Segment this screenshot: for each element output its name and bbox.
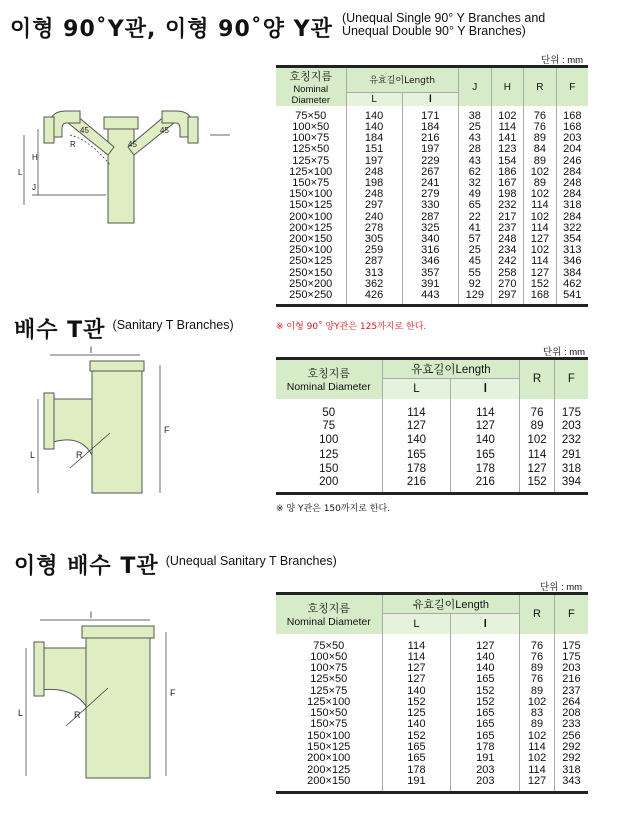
table-cell: 102 [524, 245, 557, 256]
table-cell: 25 [458, 245, 491, 256]
table-cell: 123 [491, 144, 524, 155]
t-table-header-name [276, 359, 382, 399]
t-table-header-name-ko: 호칭지름 [307, 367, 350, 381]
table-row [276, 477, 588, 493]
ut-diagram-label-r: R [74, 710, 81, 720]
section2-note: ※ 양 Y관은 150까지로 한다. [276, 504, 391, 514]
table-cell: 76 [520, 399, 555, 420]
table-cell: 165 [451, 731, 520, 742]
table-cell: 62 [458, 167, 491, 178]
table-cell: 443 [402, 290, 458, 306]
table-cell: 114 [382, 652, 451, 663]
table-cell: 284 [556, 212, 588, 223]
y-table-header-name [276, 67, 346, 107]
table-cell: 114 [520, 764, 555, 775]
table-row [276, 719, 588, 730]
table-cell: 114 [382, 634, 451, 652]
table-row [276, 144, 588, 155]
table-cell: 150×75 [292, 177, 330, 190]
table-cell: 200×100 [307, 752, 351, 765]
table-cell: 89 [524, 133, 557, 144]
ut-diagram-label-f: F [170, 688, 176, 698]
table-row [276, 634, 588, 652]
table-cell: 343 [554, 776, 588, 793]
table-cell: 65 [458, 200, 491, 211]
table-cell: 114 [524, 200, 557, 211]
table-cell: 165 [451, 719, 520, 730]
table-cell: 140 [346, 106, 402, 122]
table-cell: 102 [520, 434, 555, 449]
table-cell: 175 [554, 634, 588, 652]
y-diagram-label-l: L [18, 168, 23, 177]
table-cell: 127 [520, 776, 555, 793]
y-table-header-f: F [556, 67, 588, 107]
table-cell: 394 [554, 477, 588, 493]
table-cell: 150×125 [307, 741, 351, 754]
table-cell: 125 [382, 708, 451, 719]
table-cell: 541 [556, 290, 588, 306]
y-branch-diagram [10, 95, 250, 225]
table-cell: 318 [554, 463, 588, 478]
table-cell: 248 [346, 167, 402, 178]
table-cell: 346 [556, 256, 588, 267]
table-cell: 292 [554, 742, 588, 753]
table-cell: 330 [402, 200, 458, 211]
table-cell: 232 [491, 200, 524, 211]
table-cell: 150×125 [289, 199, 333, 212]
section1-unit: 단위 : mm [541, 55, 584, 66]
t-diagram-label-f: F [164, 425, 170, 435]
table-cell: 114 [382, 399, 451, 420]
table-cell: 279 [402, 189, 458, 200]
table-cell: 89 [520, 719, 555, 730]
y-table-header-j: J [458, 67, 491, 107]
table-cell: 248 [556, 178, 588, 189]
table-cell: 114 [451, 399, 520, 420]
table-row [276, 256, 588, 267]
table-cell: 178 [451, 463, 520, 478]
table-cell: 200×125 [307, 763, 351, 776]
table-cell: 102 [524, 167, 557, 178]
table-row [276, 674, 588, 685]
table-cell: 184 [402, 122, 458, 133]
section2-unit: 단위 : mm [543, 347, 586, 358]
table-cell: 191 [451, 753, 520, 764]
table-cell: 150×100 [307, 729, 351, 742]
table-cell: 259 [346, 245, 402, 256]
table-row [276, 463, 588, 478]
table-cell: 284 [556, 167, 588, 178]
table-row [276, 685, 588, 696]
table-cell: 152 [520, 477, 555, 493]
table-cell: 100×50 [292, 121, 330, 134]
table-cell: 167 [491, 178, 524, 189]
table-row [276, 399, 588, 420]
table-cell: 234 [491, 245, 524, 256]
table-cell: 250×150 [289, 266, 333, 279]
table-cell: 292 [554, 753, 588, 764]
table-cell: 297 [346, 200, 402, 211]
section1-title-en-line1: (Unequal Single 90° Y Branches and [341, 11, 546, 25]
ut-diagram-label-lower-l: l [90, 610, 92, 620]
y-diagram-label-r: R [70, 140, 76, 149]
table-row [276, 267, 588, 278]
table-cell: 426 [346, 290, 402, 306]
table-cell: 197 [346, 156, 402, 167]
table-cell: 165 [382, 753, 451, 764]
table-cell: 152 [524, 279, 557, 290]
table-cell: 165 [382, 742, 451, 753]
table-cell: 178 [382, 463, 451, 478]
ut-table-header-r: R [520, 594, 555, 634]
table-cell: 114 [520, 742, 555, 753]
sanitary-t-diagram [10, 343, 190, 498]
table-cell: 152 [382, 697, 451, 708]
table-cell: 216 [382, 477, 451, 493]
section3-title [14, 549, 337, 580]
table-cell: 49 [458, 189, 491, 200]
y-table-header-length: 유효길이Length [346, 67, 458, 93]
table-cell: 100 [319, 434, 339, 446]
table-cell: 140 [382, 685, 451, 696]
table-cell: 198 [491, 189, 524, 200]
table-cell: 76 [520, 652, 555, 663]
table-cell: 270 [491, 279, 524, 290]
table-cell: 140 [451, 434, 520, 449]
table-row [276, 776, 588, 793]
section2-title-ko: 배수 T관 [14, 318, 106, 343]
y-diagram-angle3: 45 [160, 126, 169, 135]
table-cell: 127 [451, 634, 520, 652]
table-cell: 92 [458, 279, 491, 290]
section3-title-ko: 이형 배수 T관 [14, 554, 159, 579]
table-cell: 125×50 [292, 143, 330, 156]
t-table-header-l-upper: L [382, 379, 451, 399]
table-cell: 325 [402, 223, 458, 234]
y-table-header-l-upper: L [346, 92, 402, 106]
table-cell: 129 [458, 290, 491, 306]
section3-unit: 단위 : mm [540, 582, 583, 593]
table-cell: 200×150 [276, 776, 382, 793]
y-diagram-label-h: H [32, 153, 38, 162]
table-cell: 84 [524, 144, 557, 155]
y-table-header-r: R [524, 67, 557, 107]
table-cell: 102 [520, 753, 555, 764]
table-cell: 127 [520, 463, 555, 478]
unequal-sanitary-t-diagram [10, 606, 190, 781]
table-cell: 150×100 [289, 188, 333, 201]
table-cell: 150 [319, 463, 339, 475]
t-table-header-r: R [520, 359, 555, 399]
table-row [276, 290, 588, 306]
table-row [276, 448, 588, 463]
table-cell: 75 [322, 419, 336, 432]
table-cell: 264 [554, 697, 588, 708]
table-cell: 391 [402, 279, 458, 290]
table-cell: 203 [556, 133, 588, 144]
table-cell: 127 [524, 234, 557, 245]
table-cell: 237 [554, 685, 588, 696]
ut-table-header-length: 유효길이Length [382, 594, 520, 614]
table-cell: 240 [346, 212, 402, 223]
table-cell: 354 [556, 234, 588, 245]
ut-table-header-name-en: Nominal Diameter [286, 616, 371, 629]
table-cell: 168 [556, 106, 588, 122]
table-cell: 57 [458, 234, 491, 245]
table-cell: 125×50 [310, 673, 348, 686]
table-cell: 216 [451, 477, 520, 493]
table-cell: 258 [491, 267, 524, 278]
y-table-header-name-en: Nominal Diameter [291, 84, 331, 106]
table-cell: 152 [451, 697, 520, 708]
table-cell: 150×75 [310, 718, 348, 731]
table-cell: 233 [554, 719, 588, 730]
table-cell: 89 [520, 419, 555, 434]
table-cell: 75×50 [295, 110, 327, 122]
table-cell: 250×250 [276, 290, 346, 306]
table-cell: 357 [402, 267, 458, 278]
table-cell: 22 [458, 212, 491, 223]
table-cell: 313 [346, 267, 402, 278]
table-cell: 203 [451, 764, 520, 775]
table-cell: 217 [491, 212, 524, 223]
table-cell: 140 [451, 652, 520, 663]
table-cell: 250×125 [289, 255, 333, 268]
y-diagram-label-j: J [32, 183, 36, 192]
table-cell: 125×100 [289, 165, 333, 178]
table-cell: 43 [458, 133, 491, 144]
t-table-body [276, 399, 588, 494]
table-cell: 76 [520, 674, 555, 685]
sanitary-t-table [276, 357, 588, 495]
ut-table-header-f: F [554, 594, 588, 634]
table-cell: 203 [554, 663, 588, 674]
table-cell: 362 [346, 279, 402, 290]
table-cell: 384 [556, 267, 588, 278]
table-cell: 102 [520, 697, 555, 708]
table-cell: 313 [556, 245, 588, 256]
t-table-header-l-lower: l [451, 379, 520, 399]
table-cell: 140 [382, 719, 451, 730]
table-cell: 102 [520, 731, 555, 742]
ut-table-header-name [276, 594, 382, 634]
table-cell: 287 [346, 256, 402, 267]
table-cell: 43 [458, 156, 491, 167]
t-diagram-label-lower-l: l [90, 345, 92, 355]
table-cell: 50 [322, 406, 336, 419]
table-cell: 256 [554, 731, 588, 742]
table-cell: 89 [524, 156, 557, 167]
ut-table-header-l-upper: L [382, 614, 451, 634]
section1-title-en-line2: Unequal Double 90° Y Branches) [341, 24, 526, 38]
table-cell: 76 [520, 634, 555, 652]
table-row [276, 212, 588, 223]
section3-title-en: (Unequal Sanitary T Branches) [165, 554, 337, 568]
table-cell: 141 [491, 133, 524, 144]
table-cell: 114 [520, 448, 555, 463]
table-cell: 168 [556, 122, 588, 133]
section2-title [14, 313, 234, 344]
table-cell: 278 [346, 223, 402, 234]
table-cell: 178 [451, 742, 520, 753]
table-cell: 127 [382, 674, 451, 685]
table-cell: 125×100 [307, 695, 351, 708]
table-cell: 154 [491, 156, 524, 167]
table-cell: 200 [276, 477, 382, 493]
table-cell: 125×75 [292, 154, 330, 167]
table-cell: 175 [554, 399, 588, 420]
table-cell: 267 [402, 167, 458, 178]
table-cell: 203 [554, 419, 588, 434]
ut-table-header-l-lower: l [451, 614, 520, 634]
table-cell: 197 [402, 144, 458, 155]
table-cell: 200×100 [289, 210, 333, 223]
table-cell: 32 [458, 178, 491, 189]
table-row [276, 434, 588, 449]
table-cell: 89 [520, 663, 555, 674]
table-cell: 100×75 [292, 132, 330, 145]
section2-title-en: (Sanitary T Branches) [112, 318, 234, 332]
table-cell: 89 [524, 178, 557, 189]
table-cell: 287 [402, 212, 458, 223]
table-cell: 346 [402, 256, 458, 267]
ut-table-header-name-ko: 호칭지름 [307, 602, 350, 616]
unequal-sanitary-t-table [276, 592, 588, 794]
t-table-header-name-en: Nominal Diameter [286, 381, 371, 394]
table-cell: 175 [554, 652, 588, 663]
section1-title-en [342, 12, 545, 38]
table-cell: 216 [554, 674, 588, 685]
table-cell: 305 [346, 234, 402, 245]
table-cell: 318 [556, 200, 588, 211]
table-cell: 462 [556, 279, 588, 290]
table-row [276, 753, 588, 764]
table-cell: 165 [451, 448, 520, 463]
table-cell: 200×125 [289, 221, 333, 234]
table-cell: 150×50 [310, 707, 348, 720]
table-cell: 248 [346, 189, 402, 200]
table-cell: 186 [491, 167, 524, 178]
table-cell: 322 [556, 223, 588, 234]
table-cell: 165 [382, 448, 451, 463]
table-cell: 76 [524, 106, 557, 122]
y-branch-table [276, 65, 588, 307]
y-table-header-name-ko: 호칭지름 [289, 70, 332, 83]
y-diagram-angle2: 45 [128, 140, 137, 149]
table-cell: 241 [402, 178, 458, 189]
table-cell: 102 [491, 106, 524, 122]
table-cell: 152 [382, 731, 451, 742]
table-cell: 45 [458, 256, 491, 267]
table-cell: 248 [491, 234, 524, 245]
table-cell: 140 [346, 122, 402, 133]
table-row [276, 106, 588, 122]
ut-table-body [276, 634, 588, 793]
table-cell: 232 [554, 434, 588, 449]
table-cell: 140 [382, 434, 451, 449]
table-cell: 171 [402, 106, 458, 122]
table-cell: 297 [491, 290, 524, 306]
table-cell: 250×100 [289, 244, 333, 257]
table-cell: 100×50 [310, 650, 348, 663]
y-table-header-h: H [491, 67, 524, 107]
table-cell: 38 [458, 106, 491, 122]
table-cell: 178 [382, 764, 451, 775]
table-cell: 165 [451, 708, 520, 719]
table-cell: 204 [556, 144, 588, 155]
y-table-header-l-lower: l [402, 92, 458, 106]
ut-diagram-label-l: L [18, 708, 24, 718]
table-cell: 208 [554, 708, 588, 719]
table-cell: 216 [402, 133, 458, 144]
table-cell: 291 [554, 448, 588, 463]
table-cell: 114 [524, 256, 557, 267]
y-diagram-angle1: 45 [80, 126, 89, 135]
t-table-header-length: 유효길이Length [382, 359, 520, 379]
table-cell: 151 [346, 144, 402, 155]
table-cell: 25 [458, 122, 491, 133]
table-cell: 127 [382, 419, 451, 434]
table-cell: 55 [458, 267, 491, 278]
table-cell: 83 [520, 708, 555, 719]
table-cell: 114 [491, 122, 524, 133]
section2-note-red: ※ 이형 90˚ 양Y관은 125까지로 한다. [276, 322, 427, 332]
table-cell: 246 [556, 156, 588, 167]
t-diagram-label-r: R [76, 450, 83, 460]
table-cell: 89 [520, 685, 555, 696]
table-cell: 318 [554, 764, 588, 775]
table-cell: 242 [491, 256, 524, 267]
table-cell: 127 [382, 663, 451, 674]
table-cell: 125×75 [310, 684, 348, 697]
table-row [276, 200, 588, 211]
section1-title-ko: 이형 90˚Y관, 이형 90˚양 Y관 [10, 17, 333, 42]
table-cell: 140 [451, 663, 520, 674]
table-cell: 340 [402, 234, 458, 245]
table-cell: 127 [524, 267, 557, 278]
table-cell: 165 [451, 674, 520, 685]
table-cell: 250×200 [289, 277, 333, 290]
table-cell: 75×50 [313, 639, 345, 652]
table-cell: 191 [382, 776, 451, 793]
table-cell: 284 [556, 189, 588, 200]
table-cell: 102 [524, 212, 557, 223]
table-cell: 184 [346, 133, 402, 144]
table-cell: 127 [451, 419, 520, 434]
table-cell: 76 [524, 122, 557, 133]
y-table-body [276, 106, 588, 305]
section1-title [10, 12, 545, 43]
table-cell: 41 [458, 223, 491, 234]
table-cell: 114 [524, 223, 557, 234]
table-cell: 203 [451, 776, 520, 793]
table-cell: 168 [524, 290, 557, 306]
table-cell: 237 [491, 223, 524, 234]
table-cell: 125 [319, 448, 339, 461]
t-table-header-f: F [554, 359, 588, 399]
table-cell: 100×75 [310, 661, 348, 674]
table-cell: 229 [402, 156, 458, 167]
t-diagram-label-l: L [30, 450, 36, 460]
table-cell: 102 [524, 189, 557, 200]
table-cell: 316 [402, 245, 458, 256]
table-cell: 198 [346, 178, 402, 189]
table-cell: 28 [458, 144, 491, 155]
table-cell: 152 [451, 685, 520, 696]
table-row [276, 419, 588, 434]
table-cell: 200×150 [289, 232, 333, 245]
